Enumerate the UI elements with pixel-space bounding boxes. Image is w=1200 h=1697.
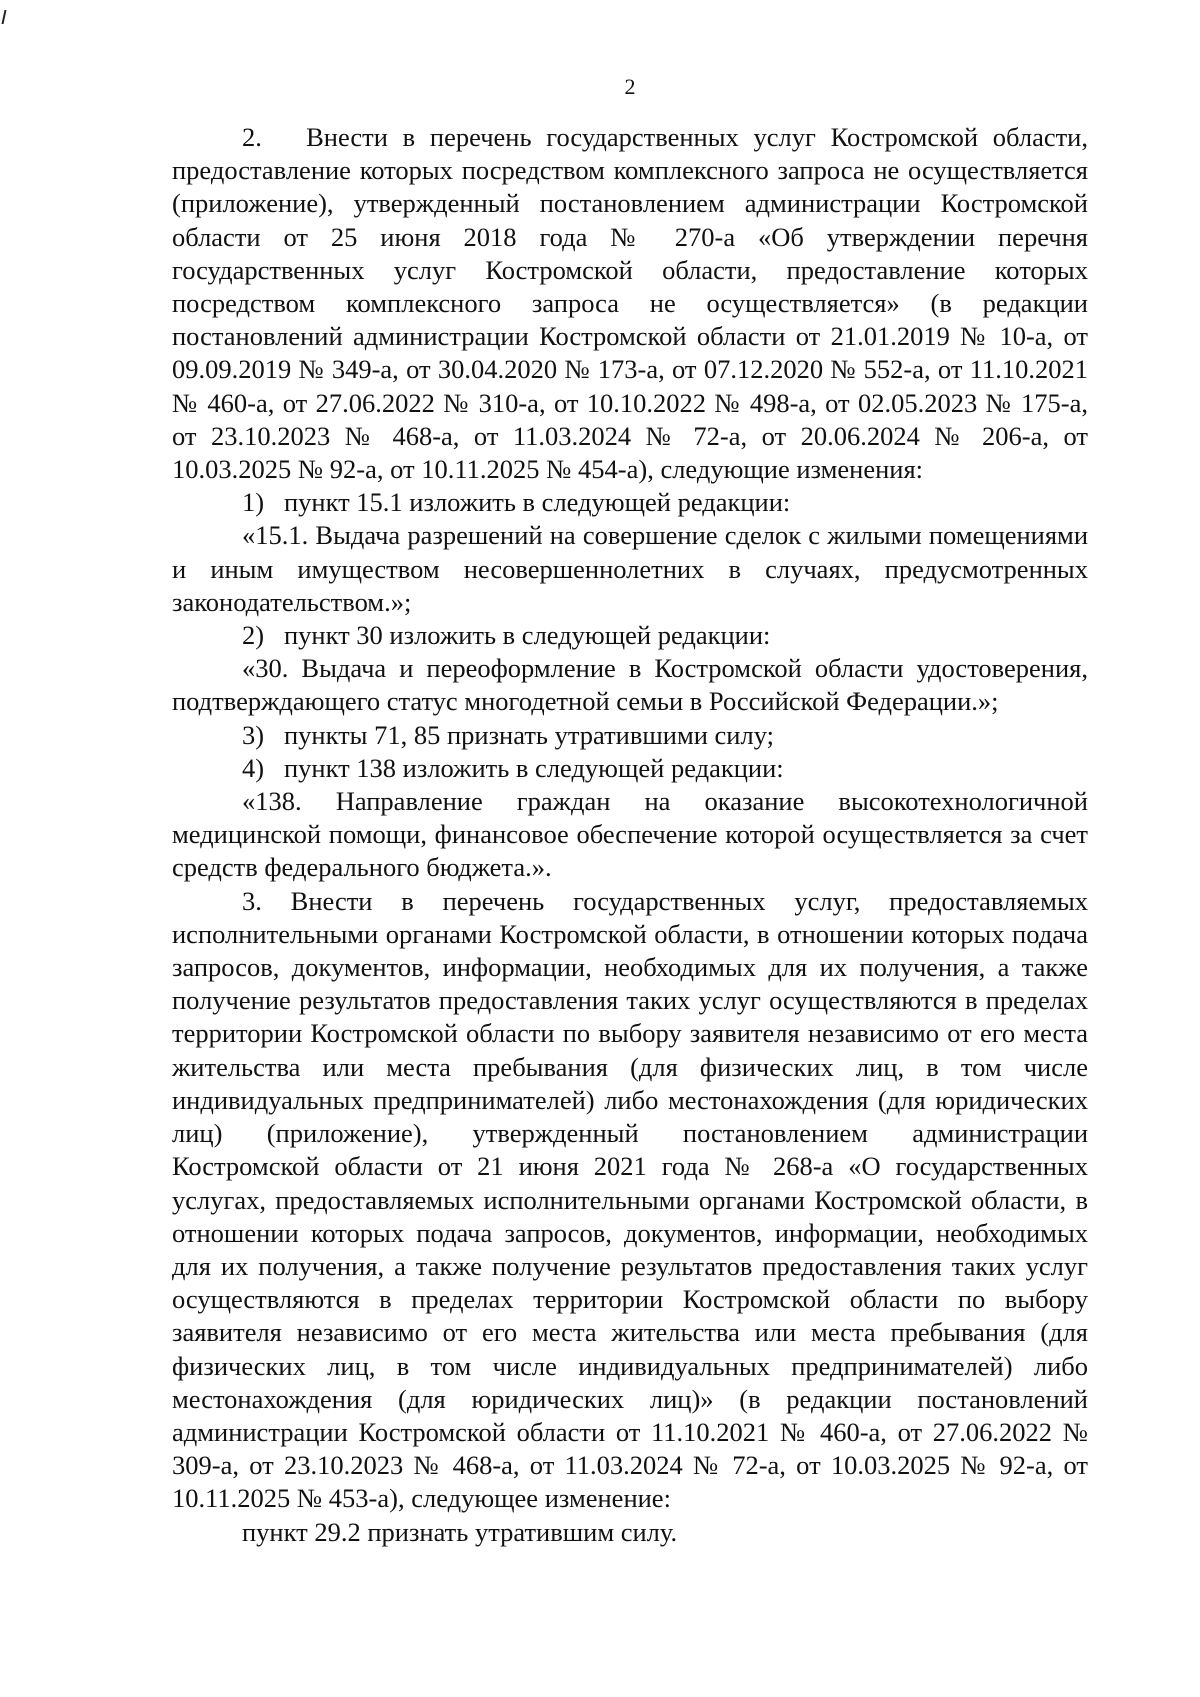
quote-item-15-1: «15.1. Выдача разрешений на совершение сделок с жилыми помещениями и иным имуществом несовершеннолетних в случаях, предусмотренных законодательством.»;	[172, 520, 1088, 617]
paragraph-item-3: 3. Внести в перечень государственных услуг, предоставляемых исполнительными органами Костромской области, в отношении которых подача запросов, документов, информации, необходимых для их получения, а также получение результатов предоставления таких услуг осуществляются в пределах территории Костромской области по выбору заявителя независимо от его места жительства или места пребывания (для физических лиц, в том числе индивидуальных предпринимателей) либо местонахождения (для юридических лиц) (приложение), утвержденный постановлением администрации Костромской области от 21 июня 2021 года № 268-а «О государственных услугах, предоставляемых исполнительными органами Костромской области, в отношении которых подача запросов, документов, информации, необходимых для их получения, а также получение результатов предоставления таких услуг осуществляются в пределах территории Костромской области по выбору заявителя независимо от его места жительства или места пребывания (для физических лиц, в том числе индивидуальных предпринимателей) либо местонахождения (для юридических лиц)» (в редакции постановлений администрации Костромской области от 11.10.2021 № 460-а, от 27.06.2022 № 309-а, от 23.10.2023 № 468-а, от 11.03.2024 № 72-а, от 10.03.2025 № 92-а, от 10.11.2025 № 453-а), следующее изменение:	[172, 885, 1088, 1514]
paragraph-item-2: 2. Внести в перечень государственных услуг Костромской области, предоставление которых посредством комплексного запроса не осуществляется (приложение), утвержденный постановлением администрации Костромской области от 25 июня 2018 года № 270-а «Об утверждении перечня государственных услуг Костромской области, предоставление которых посредством комплексного запроса не осуществляется» (в редакции постановлений администрации Костромской области от 21.01.2019 № 10-а, от 09.09.2019 № 349-а, от 30.04.2020 № 173-а, от 07.12.2020 № 552-а, от 11.10.2021 № 460-а, от 27.06.2022 № 310-а, от 10.10.2022 № 498-а, от 02.05.2023 № 175-а, от 23.10.2023 № 468-а, от 11.03.2024 № 72-а, от 20.06.2024 № 206-а, от 10.03.2025 № 92-а, от 10.11.2025 № 454-а), следующие изменения:	[172, 122, 1088, 485]
quote-item-138: «138. Направление граждан на оказание высокотехнологичной медицинской помощи, финансовое обеспечение которой осуществляется за счет средств федерального бюджета.».	[172, 786, 1088, 883]
list-item-3: 3) пункты 71, 85 признать утратившими силу;	[242, 719, 774, 750]
quote-item-30: «30. Выдача и переоформление в Костромской области удостоверения, подтверждающего статус многодетной семьи в Российской Федерации.»;	[172, 653, 1088, 717]
list-item-1: 1) пункт 15.1 изложить в следующей редакции:	[242, 487, 791, 518]
list-item-4: 4) пункт 138 изложить в следующей редакции:	[242, 752, 784, 783]
final-instruction: пункт 29.2 признать утратившим силу.	[242, 1516, 678, 1547]
page-number: 2	[624, 74, 636, 99]
scan-margin-mark	[2, 10, 7, 24]
list-item-2: 2) пункт 30 изложить в следующей редакции:	[242, 620, 771, 651]
document-body	[172, 121, 1088, 1549]
